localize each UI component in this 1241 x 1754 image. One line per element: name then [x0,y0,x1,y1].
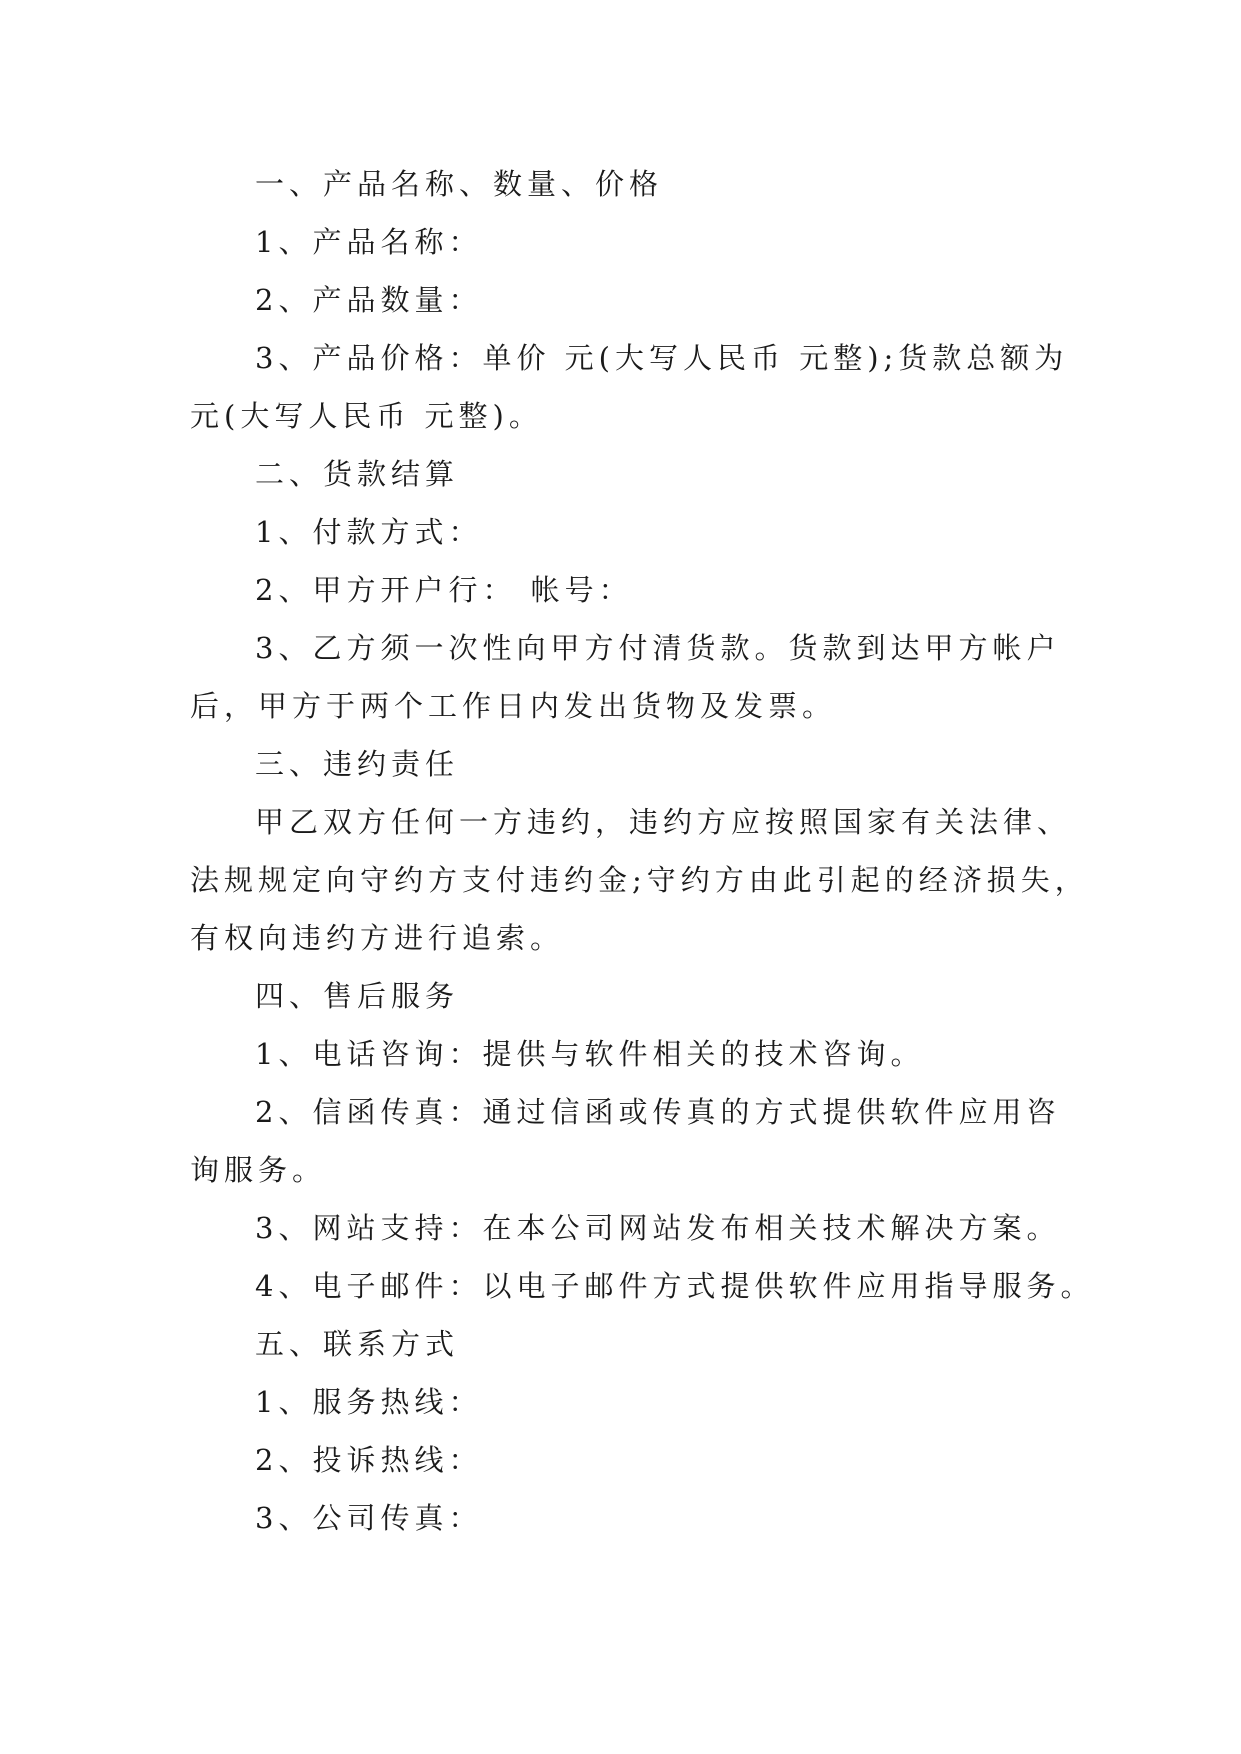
contact-fax-line: 3、公司传真： [255,1501,483,1535]
product-name-line: 1、产品名称： [255,225,483,259]
section-heading-liability: 三、违约责任 [255,747,460,781]
service-fax-line: 2、信函传真：通过信函或传真的方式提供软件应用咨 [255,1095,1061,1129]
contact-complaint-line: 2、投诉热线： [255,1443,483,1477]
section-heading-service: 四、售后服务 [255,979,460,1013]
section-heading-product: 一、产品名称、数量、价格 [255,167,664,201]
payment-terms-line: 3、乙方须一次性向甲方付清货款。货款到达甲方帐户 [255,631,1061,665]
contact-hotline-line: 1、服务热线： [255,1385,483,1419]
bank-account-line: 2、甲方开户行： 帐号： [255,573,633,607]
liability-paragraph-line-2: 法规规定向守约方支付违约金;守约方由此引起的经济损失， [190,863,1089,897]
service-website-line: 3、网站支持：在本公司网站发布相关技术解决方案。 [255,1211,1061,1245]
section-heading-contact: 五、联系方式 [255,1327,460,1361]
product-price-line-continued: 元(大写人民币 元整)。 [190,399,543,433]
product-price-line: 3、产品价格：单价 元(大写人民币 元整);货款总额为 [255,341,1069,375]
document-page [190,155,1095,1547]
payment-terms-line-continued: 后，甲方于两个工作日内发出货物及发票。 [190,689,837,723]
service-email-line: 4、电子邮件：以电子邮件方式提供软件应用指导服务。 [255,1269,1095,1303]
service-phone-line: 1、电话咨询：提供与软件相关的技术咨询。 [255,1037,925,1071]
section-heading-payment: 二、货款结算 [255,457,460,491]
service-fax-line-continued: 询服务。 [190,1153,327,1187]
liability-paragraph-line-3: 有权向违约方进行追索。 [190,921,565,955]
product-quantity-line: 2、产品数量： [255,283,483,317]
liability-paragraph-line-1: 甲乙双方任何一方违约，违约方应按照国家有关法律、 [255,805,1072,839]
payment-method-line: 1、付款方式： [255,515,483,549]
